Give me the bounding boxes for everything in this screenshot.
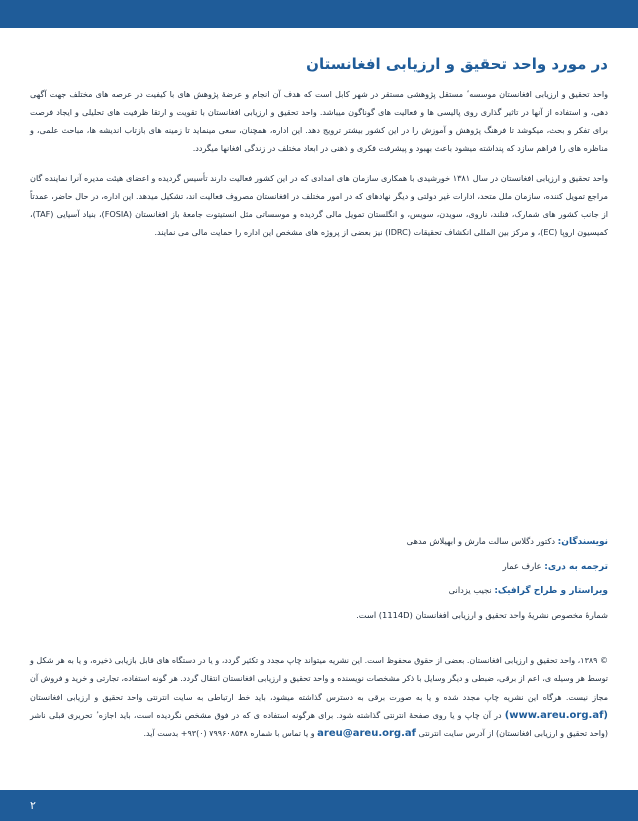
website-link[interactable]: (www.areu.org.af)	[504, 709, 608, 721]
about-section	[30, 55, 608, 253]
footer-bar	[0, 790, 638, 821]
translation-line	[30, 555, 608, 580]
translation-label: ترجمه به دری:	[544, 561, 608, 572]
editing-label: ویراستار و طراح گرافیک:	[494, 586, 608, 596]
copyright-text-1: © ۱۳۸۹، واحد تحقیق و ارزیابی افغانستان. بعضی از حقوق محفوظ است. این نشریه میتواند چاپ مجدد و تکثیر گردد، و یا در دستگاه های قابل بازیابی ذخیره، و یا به هر شکل و توسط هر وسیله ی، اعم از برقی، ضبطی و دیگر وسایل با ذکر مشخصات نویسنده و واحد تحقیق و ارزیابی افغانستان انتقال گردد. هر گونه استفاده، تجارتی و خرید و فروش آن مجاز نیست. هرگاه این نشریه چاپ مجدد شده و یا به صورت برقی به دسترس گذاشته میشود، باید خط ارتباطی به سایت انترنتی واحد تحقیق و ارزیابی افغانستان	[30, 656, 609, 702]
credits-block	[30, 530, 608, 627]
intro-paragraph: واحد تحقیق و ارزیابی افغانستان موسسه ٔ مستقل پژوهشی مستقر در شهر کابل است که هدف آن انجام و عرضهٔ پژوهش های با کیفیت در عرصه های مختلف جهت آگهی دهی، و استفاده از آنها در تاثیر گذاری روی پالیسی ها و فعالیت های گوناگون میباشد. واحد تحقیق و ارزیابی افغانستان با تقویت و ارتقا ظرفیت های تحلیلی و ایجاد فرصت برای تفکر و بحث، میکوشد تا فرهنگ پژوهش و آموزش را در این کشور بیشتر ترویج دهد. این اداره، همچنان، سعی مینماید تا زمینه های بازتاب اندیشه ها، مباحث علمی، و مناظره های را فراهم سازد که پنداشته میشود باعث بهبود و پیشرفت فکری و ذهنی در ابعاد مختلف در زندگی افغانها میگردد.	[30, 89, 608, 153]
email-link[interactable]: areu@areu.org.af	[317, 728, 416, 740]
copyright-text-2: در آن چاپ و یا روی صفحهٔ انترنتی گذاشته شود. برای هرگونه استفاده ی که در فوق مشخص نگردیده است، باید اجازه ٔ تحریری قبلی ناشر (واحد تحقیق و ارزیابی افغانستان) از آدرس سایت انترنتی	[30, 710, 608, 739]
editing-value: نجیب یزدانی	[448, 585, 492, 595]
authors-label: نویسندگان:	[557, 537, 608, 547]
page-number: ۲	[30, 799, 36, 812]
copyright-notice	[30, 652, 608, 743]
publication-number: شمارهٔ مخصوص نشریهٔ واحد تحقیق و ارزیابی افغانستان (1114D) است.	[356, 609, 608, 620]
top-color-bar	[0, 0, 638, 28]
copyright-text-3: و یا تماس با شماره ۷۹۹۶۰۸۵۴۸ (۰)۹۳+ بدست آید.	[143, 729, 315, 739]
editing-line	[30, 579, 608, 604]
translation-value: عارف عمار	[502, 560, 542, 571]
authors-value: دکتور دگلاس سالت مارش و ابهیلاش مدهی	[406, 536, 556, 546]
authors-line	[30, 530, 608, 555]
page-title: در مورد واحد تحقیق و ارزیابی افغانستان	[306, 55, 608, 73]
history-paragraph: واحد تحقیق و ارزیابی افغانستان در سال ۱۳۸۱ خورشیدی با همکاری سازمان های امدادی که در این کشور فعالیت دارند تأسیس گردیده و اعضای هیئت مدیره آنرا نماینده گان مراجع تمویل کننده، سازمان ملل متحد، ادارات غیر دولتی و دیگر نهادهای که در امور مختلف در افغانستان مصروف فعالیت اند، تشکیل میدهد. این اداره، در حال حاضر، عمدتاً از جانب کشور های شمارک، فنلند، ناروی، سویدن، سویس، و انگلستان تمویل مالی گردیده و موسساتی مثل انستیتوت جامعهٔ باز افغانستان (FOSIA)، بنیاد آسیایی (TAF)، کمیسیون اروپا (EC)، و مرکز بین المللی انکشاف تحقیقات (IDRC) نیز بعضی از پروژه های مشخص این اداره را حمایت مالی می نمایند.	[30, 173, 608, 237]
